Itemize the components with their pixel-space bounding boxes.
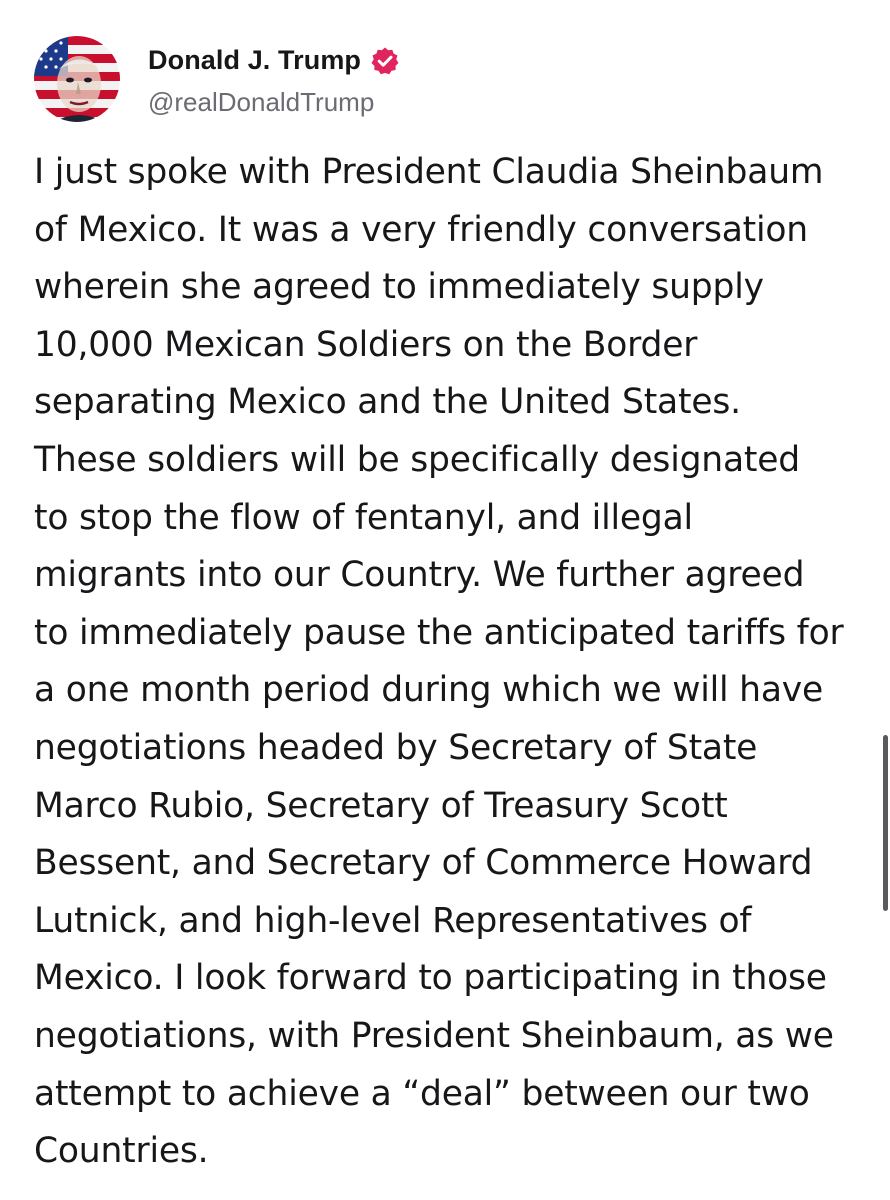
post-text-line: migrants into our Country. We further agreed bbox=[34, 555, 805, 596]
post-text-line: negotiations, with President Sheinbaum, as we bbox=[34, 1015, 834, 1056]
post-text-line: negotiations headed by Secretary of State bbox=[34, 727, 758, 768]
author-identity bbox=[148, 41, 400, 118]
post-text-line: I just spoke with President Claudia Sheinbaum bbox=[34, 152, 824, 192]
display-name[interactable]: Donald J. Trump bbox=[148, 45, 362, 75]
post-text-line: of Mexico. It was a very friendly conversation bbox=[34, 209, 808, 250]
post-text-line: to stop the flow of fentanyl, and illegal bbox=[34, 497, 693, 538]
post-text-line: attempt to achieve a “deal” between our two bbox=[34, 1073, 810, 1114]
post-text-line: to immediately pause the anticipated tariffs for bbox=[34, 612, 844, 653]
post-text-line: 10,000 Mexican Soldiers on the Border bbox=[34, 324, 698, 365]
avatar[interactable] bbox=[34, 36, 120, 122]
author-handle[interactable]: @realDonaldTrump bbox=[148, 86, 375, 117]
post-text-line: Lutnick, and high-level Representatives of bbox=[34, 900, 752, 941]
verified-badge-icon bbox=[370, 46, 400, 76]
flag-portrait-avatar-icon bbox=[34, 36, 120, 122]
post-text-line: Marco Rubio, Secretary of Treasury Scott bbox=[34, 785, 728, 826]
post-text-line: Bessent, and Secretary of Commerce Howard bbox=[34, 843, 813, 884]
post-header bbox=[34, 34, 400, 124]
post-text-line: Mexico. I look forward to participating in those bbox=[34, 958, 827, 999]
name-row bbox=[148, 41, 400, 81]
post-text-line: Countries. bbox=[34, 1131, 209, 1172]
scrollbar-thumb[interactable] bbox=[883, 735, 888, 911]
post-text-line: wherein she agreed to immediately supply bbox=[34, 267, 764, 308]
post-text bbox=[34, 144, 864, 1181]
post-text-line: a one month period during which we will have bbox=[34, 670, 824, 711]
post-text-line: separating Mexico and the United States. bbox=[34, 382, 741, 423]
post-text-line: These soldiers will be specifically designated bbox=[34, 439, 800, 480]
